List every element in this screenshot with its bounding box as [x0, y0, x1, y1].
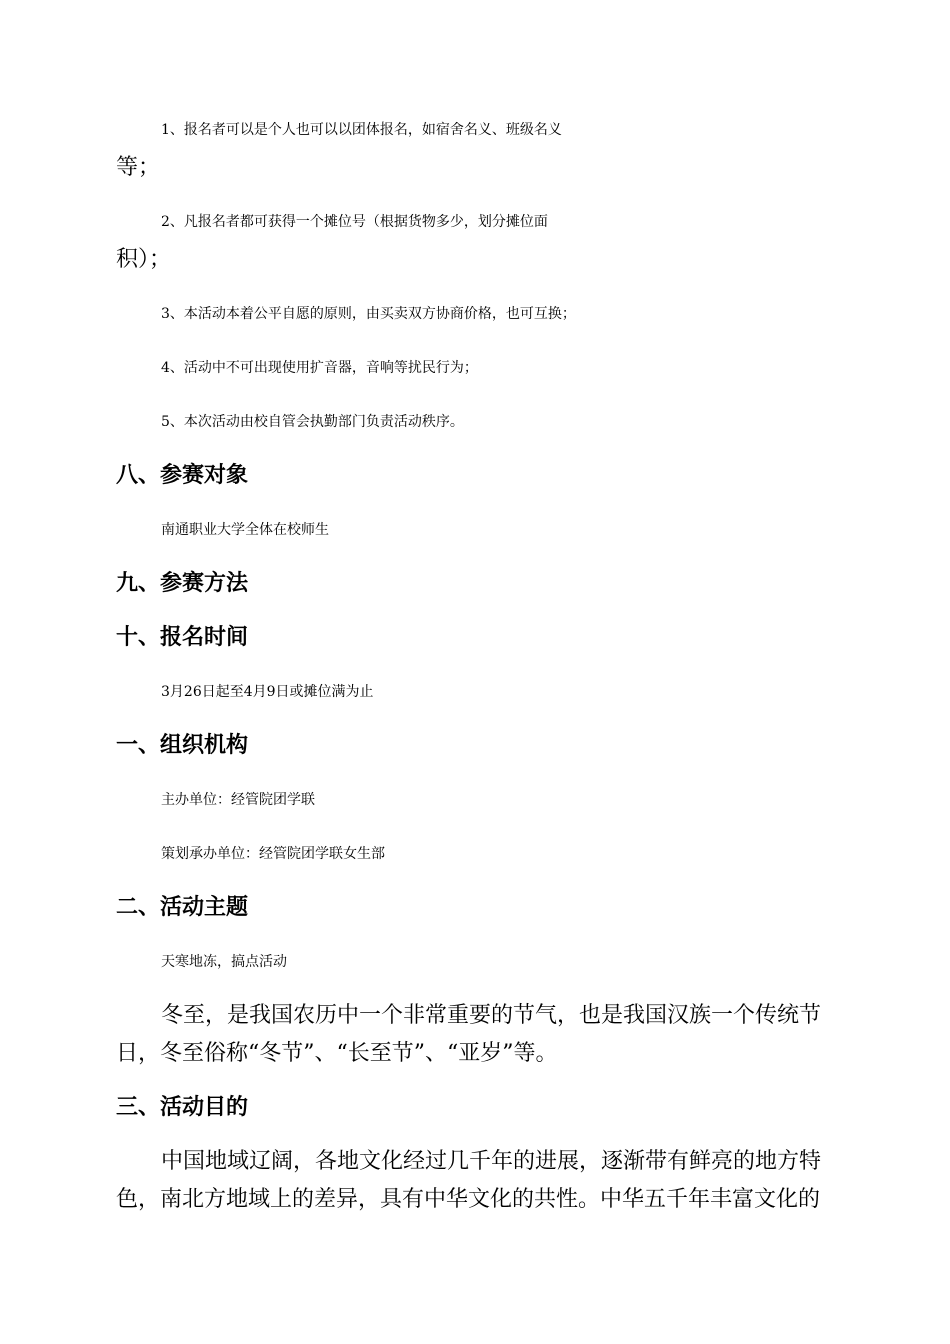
rule-item-2-line-2: 积）；: [116, 247, 172, 272]
rule-item-1-line-1: 1、报名者可以是个人也可以以团体报名，如宿舍名义、班级名义: [161, 122, 562, 138]
rule-item-4: 4、活动中不可出现使用扩音器，音响等扰民行为；: [161, 360, 478, 376]
rule-item-3: 3、本活动本着公平自愿的原则，由买卖双方协商价格，也可互换；: [161, 306, 576, 322]
theme-paragraph-line-1: 冬至，是我国农历中一个非常重要的节气，也是我国汉族一个传统节: [161, 1003, 822, 1028]
organizer-unit: 策划承办单位：经管院团学联女生部: [161, 846, 385, 862]
organization-heading: 一、组织机构: [116, 733, 249, 758]
section-9-heading: 九、参赛方法: [116, 571, 249, 596]
section-8-text: 南通职业大学全体在校师生: [161, 522, 329, 538]
section-10-text: 3月26日起至4月9日或摊位满为止: [161, 684, 374, 700]
section-10-heading: 十、报名时间: [116, 625, 249, 650]
rule-item-5: 5、本次活动由校自管会执勤部门负责活动秩序。: [161, 414, 464, 430]
purpose-heading: 三、活动目的: [116, 1095, 249, 1120]
rule-item-1-line-2: 等；: [116, 155, 161, 180]
theme-slogan: 天寒地冻，搞点活动: [161, 954, 287, 970]
purpose-paragraph-line-1: 中国地域辽阔，各地文化经过几千年的进展，逐渐带有鲜亮的地方特: [161, 1149, 822, 1174]
purpose-paragraph-line-2: 色，南北方地域上的差异，具有中华文化的共性。中华五千年丰富文化的: [116, 1187, 821, 1212]
host-unit: 主办单位：经管院团学联: [161, 792, 315, 808]
theme-heading: 二、活动主题: [116, 895, 249, 920]
section-8-heading: 八、参赛对象: [116, 463, 249, 488]
theme-paragraph-line-2: 日，冬至俗称“冬节”、“长至节”、“亚岁”等。: [116, 1041, 558, 1066]
rule-item-2-line-1: 2、凡报名者都可获得一个摊位号（根据货物多少，划分摊位面: [161, 214, 548, 230]
